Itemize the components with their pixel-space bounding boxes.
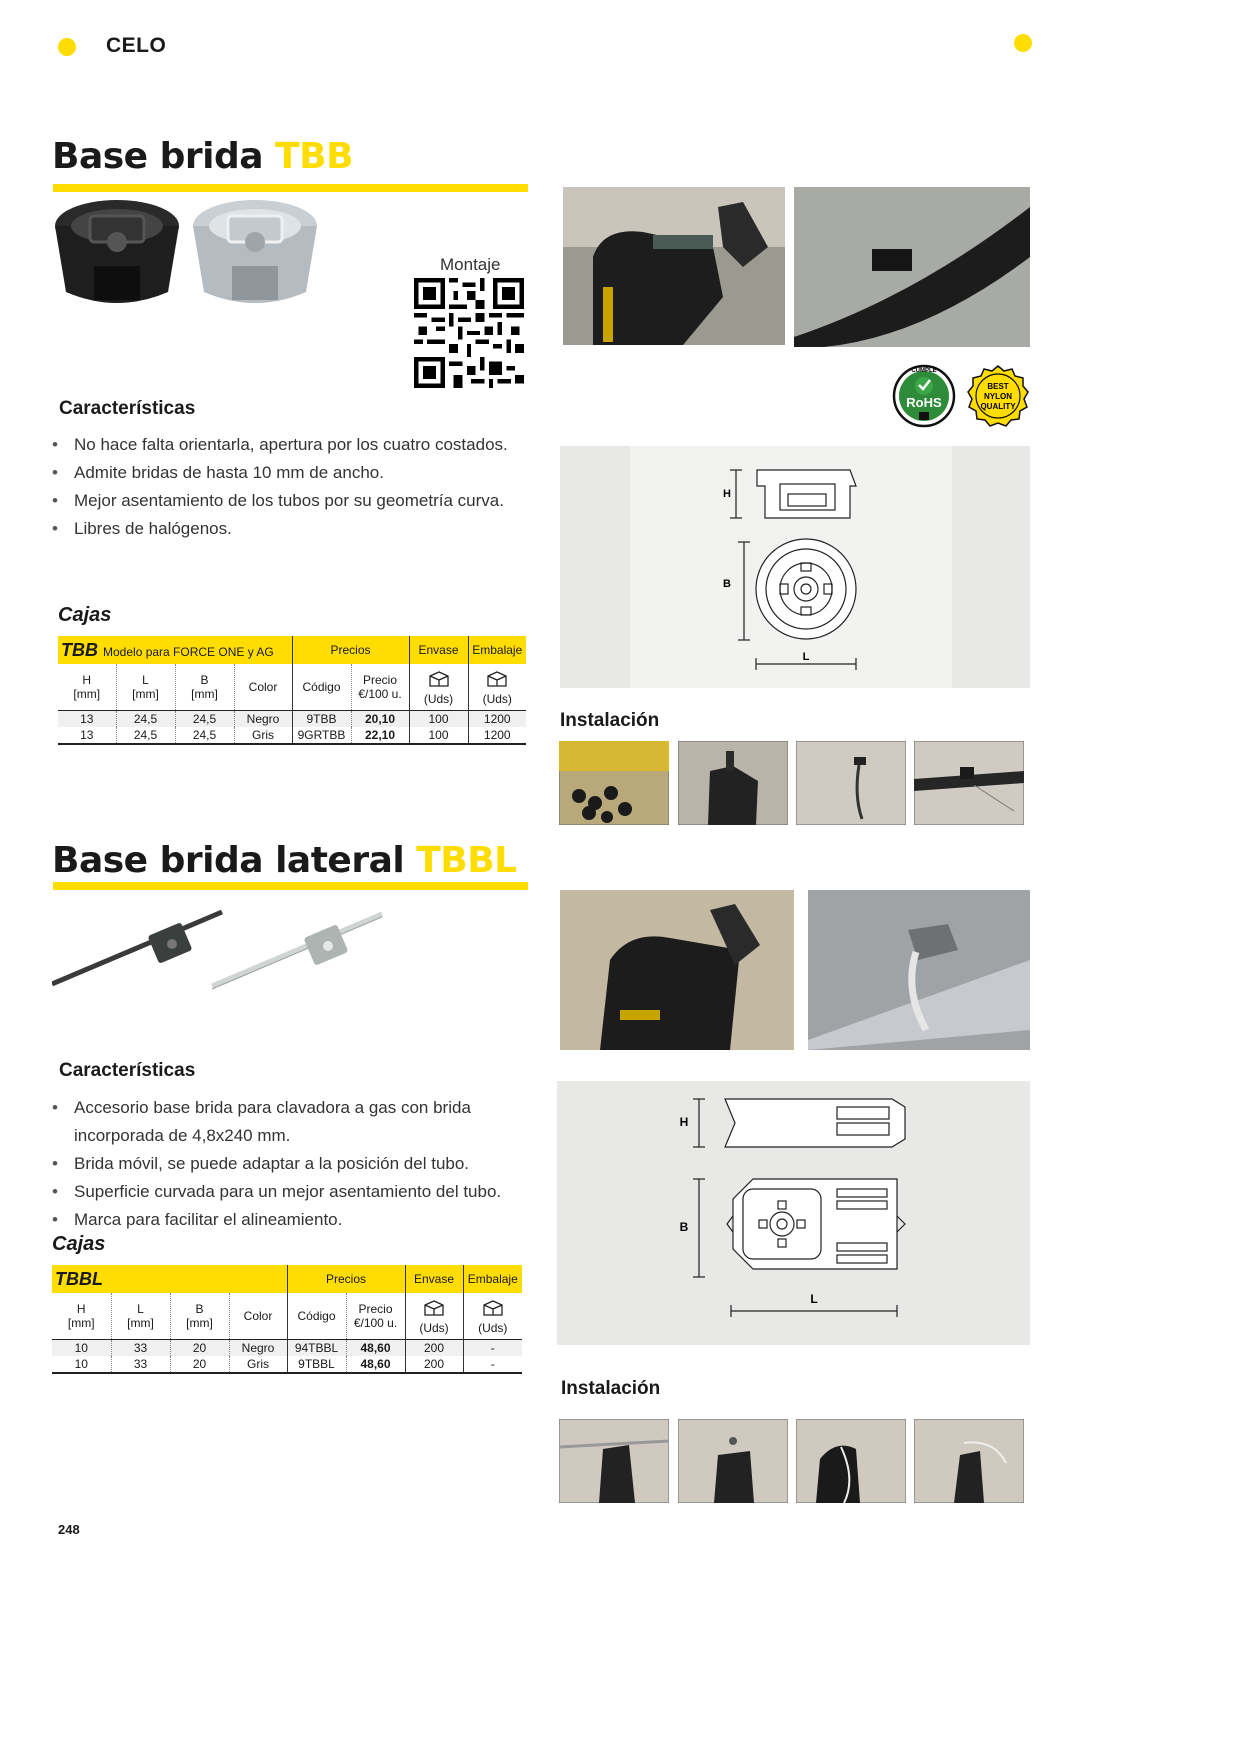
col-precio: Precio €/100 u. — [346, 1293, 405, 1340]
table-subtitle: Modelo para FORCE ONE y AG — [103, 644, 274, 659]
install-photo-4 — [914, 741, 1024, 825]
table-header-row — [58, 636, 526, 664]
header-dot-right — [1014, 34, 1032, 52]
section1-features-heading: Características — [59, 398, 196, 419]
install-photo-8 — [914, 1419, 1024, 1503]
table-group-envase: Envase — [409, 636, 468, 664]
col-codigo: Código — [292, 664, 351, 711]
rohs-text: RoHS — [906, 395, 942, 410]
install-photo-6 — [678, 1419, 788, 1503]
tbb-drawing-svg — [560, 446, 1030, 688]
table-group-prices: Precios — [292, 636, 409, 664]
table-header-row — [52, 1265, 522, 1293]
photo-pipe-tbb — [794, 187, 1030, 347]
feature-item: • Accesorio base brida para clavadora a gas con brida incorporada de 4,8x240 mm. — [52, 1094, 532, 1150]
cell: 9TBB — [292, 711, 351, 728]
section1-title — [52, 136, 353, 177]
tbbl-technical-drawing — [557, 1081, 1030, 1345]
cell-price: 48,60 — [346, 1340, 405, 1357]
tbb-product-images — [52, 196, 322, 316]
col-codigo: Código — [287, 1293, 346, 1340]
page-number: 248 — [58, 1522, 80, 1537]
feature-item: • Marca para facilitar el alineamiento. — [52, 1206, 532, 1234]
tbb-technical-drawing — [560, 446, 1030, 688]
install-photo-7 — [796, 1419, 906, 1503]
dim-h-label: H — [679, 1115, 689, 1129]
col-h: H [mm] — [73, 673, 101, 701]
col-color: Color — [234, 664, 292, 711]
section1-rule — [53, 184, 528, 192]
table-row — [58, 711, 526, 728]
section1-title-code: TBB — [275, 136, 354, 177]
section2-title-text: Base brida lateral — [52, 840, 417, 881]
col-embalaje-unit: (Uds) — [478, 1320, 508, 1335]
photo-nailer-tbbl — [560, 890, 794, 1050]
cell: 200 — [405, 1356, 463, 1373]
install-photo-1 — [559, 741, 669, 825]
qr-code[interactable] — [414, 278, 524, 388]
tbb-spec-table — [58, 636, 526, 745]
feature-item: • Superficie curvada para un mejor asentamiento del tubo. — [52, 1178, 532, 1206]
photo-pipe-tbbl — [808, 890, 1030, 1050]
tbbl-drawing-svg — [557, 1081, 1030, 1345]
feature-item: • Brida móvil, se puede adaptar a la posición del tubo. — [52, 1150, 532, 1178]
col-envase-unit: (Uds) — [419, 1320, 449, 1335]
section2-boxes-heading: Cajas — [52, 1233, 106, 1255]
table-title-cell: TBBL — [52, 1265, 287, 1293]
cell: Gris — [229, 1356, 287, 1373]
col-embalaje-unit: (Uds) — [482, 691, 512, 706]
col-envase-unit: (Uds) — [423, 691, 454, 706]
cell: 24,5 — [175, 727, 234, 744]
cell: 10 — [52, 1340, 111, 1357]
table-row — [52, 1356, 522, 1373]
dim-l-label: L — [802, 651, 810, 663]
cell: 1200 — [468, 711, 526, 728]
tbbl-spec-table — [52, 1265, 522, 1374]
cell: 100 — [409, 727, 468, 744]
rohs-top-text: CUMPLE — [911, 368, 937, 374]
box-icon — [427, 669, 451, 689]
col-h: H [mm] — [67, 1302, 95, 1330]
section2-title — [52, 840, 517, 881]
cell: 33 — [111, 1340, 170, 1357]
tbb-black-product — [55, 200, 179, 303]
section2-title-code: TBBL — [416, 840, 517, 881]
box-icon — [481, 1298, 505, 1318]
cell: Gris — [234, 727, 292, 744]
col-l: L [mm] — [116, 664, 175, 711]
table-row — [58, 727, 526, 744]
cell: Negro — [229, 1340, 287, 1357]
col-envase — [409, 664, 468, 711]
table-code: TBB — [61, 639, 98, 660]
cell: 24,5 — [175, 711, 234, 728]
cell-price: 20,10 — [351, 711, 409, 728]
col-b: B [mm] — [175, 664, 234, 711]
section2-rule — [53, 882, 528, 890]
col-embalaje — [468, 664, 526, 711]
cell: 13 — [80, 728, 94, 742]
montaje-label: Montaje — [440, 255, 501, 274]
col-b: B [mm] — [170, 1293, 229, 1340]
cell-price: 48,60 — [346, 1356, 405, 1373]
section2-install-heading: Instalación — [561, 1378, 661, 1399]
section1-features-list — [52, 431, 522, 543]
cell: Negro — [234, 711, 292, 728]
table-group-prices: Precios — [287, 1265, 405, 1293]
section2-features-heading: Características — [59, 1060, 196, 1081]
nylon-text-2: NYLON — [984, 392, 1012, 401]
nylon-text-3: QUALITY — [980, 402, 1016, 411]
feature-item: • Libres de halógenos. — [52, 515, 522, 543]
cell: 13 — [58, 711, 116, 728]
nylon-quality-badge — [966, 364, 1030, 428]
dim-b-label: B — [679, 1220, 689, 1234]
table-column-row — [52, 1293, 522, 1340]
install-photo-3 — [796, 741, 906, 825]
tbbl-product-images — [52, 906, 392, 996]
table-group-embalaje: Embalaje — [463, 1265, 522, 1293]
cell: 9TBBL — [287, 1356, 346, 1373]
col-precio: Precio €/100 u. — [351, 664, 409, 711]
section1-title-text: Base brida — [52, 136, 276, 177]
cell: 1200 — [468, 727, 526, 744]
feature-item: • Mejor asentamiento de los tubos por su geometría curva. — [52, 487, 522, 515]
table-group-embalaje: Embalaje — [468, 636, 526, 664]
cell: 24,5 — [116, 711, 175, 728]
cell: 20 — [170, 1340, 229, 1357]
box-icon — [485, 669, 509, 689]
install-photo-2 — [678, 741, 788, 825]
install-photo-5 — [559, 1419, 669, 1503]
dim-h-label: H — [723, 488, 731, 500]
dim-l-label: L — [810, 1292, 818, 1306]
tbb-grey-product — [193, 200, 317, 303]
tbbl-black-product — [52, 912, 222, 984]
cell: 94TBBL — [287, 1340, 346, 1357]
feature-item: • Admite bridas de hasta 10 mm de ancho. — [52, 459, 522, 487]
cell: - — [463, 1356, 522, 1373]
feature-item: • No hace falta orientarla, apertura por los cuatro costados. — [52, 431, 522, 459]
cell: 24,5 — [116, 727, 175, 744]
col-color: Color — [229, 1293, 287, 1340]
cell: 20 — [170, 1356, 229, 1373]
table-row — [52, 1340, 522, 1357]
photo-nailer-tbb — [563, 187, 785, 345]
col-l: L [mm] — [111, 1293, 170, 1340]
cell: 33 — [111, 1356, 170, 1373]
col-embalaje — [463, 1293, 522, 1340]
brand-label: CELO — [106, 34, 167, 57]
cell-price: 22,10 — [351, 727, 409, 744]
box-icon — [422, 1298, 446, 1318]
table-group-envase: Envase — [405, 1265, 463, 1293]
cell: - — [463, 1340, 522, 1357]
section2-features-list — [52, 1094, 532, 1234]
rohs-badge — [892, 364, 956, 428]
cell: 9GRTBB — [292, 727, 351, 744]
section1-install-heading: Instalación — [560, 710, 660, 731]
cell: 100 — [409, 711, 468, 728]
cell: 10 — [74, 1357, 88, 1371]
nylon-text-1: BEST — [987, 382, 1009, 391]
col-envase — [405, 1293, 463, 1340]
cell: 200 — [405, 1340, 463, 1357]
table-title-cell — [58, 636, 292, 664]
dim-b-label: B — [723, 578, 731, 590]
section1-boxes-heading: Cajas — [58, 604, 112, 626]
header-dot-left — [58, 38, 76, 56]
table-column-row — [58, 664, 526, 711]
tbbl-grey-product — [212, 914, 382, 989]
